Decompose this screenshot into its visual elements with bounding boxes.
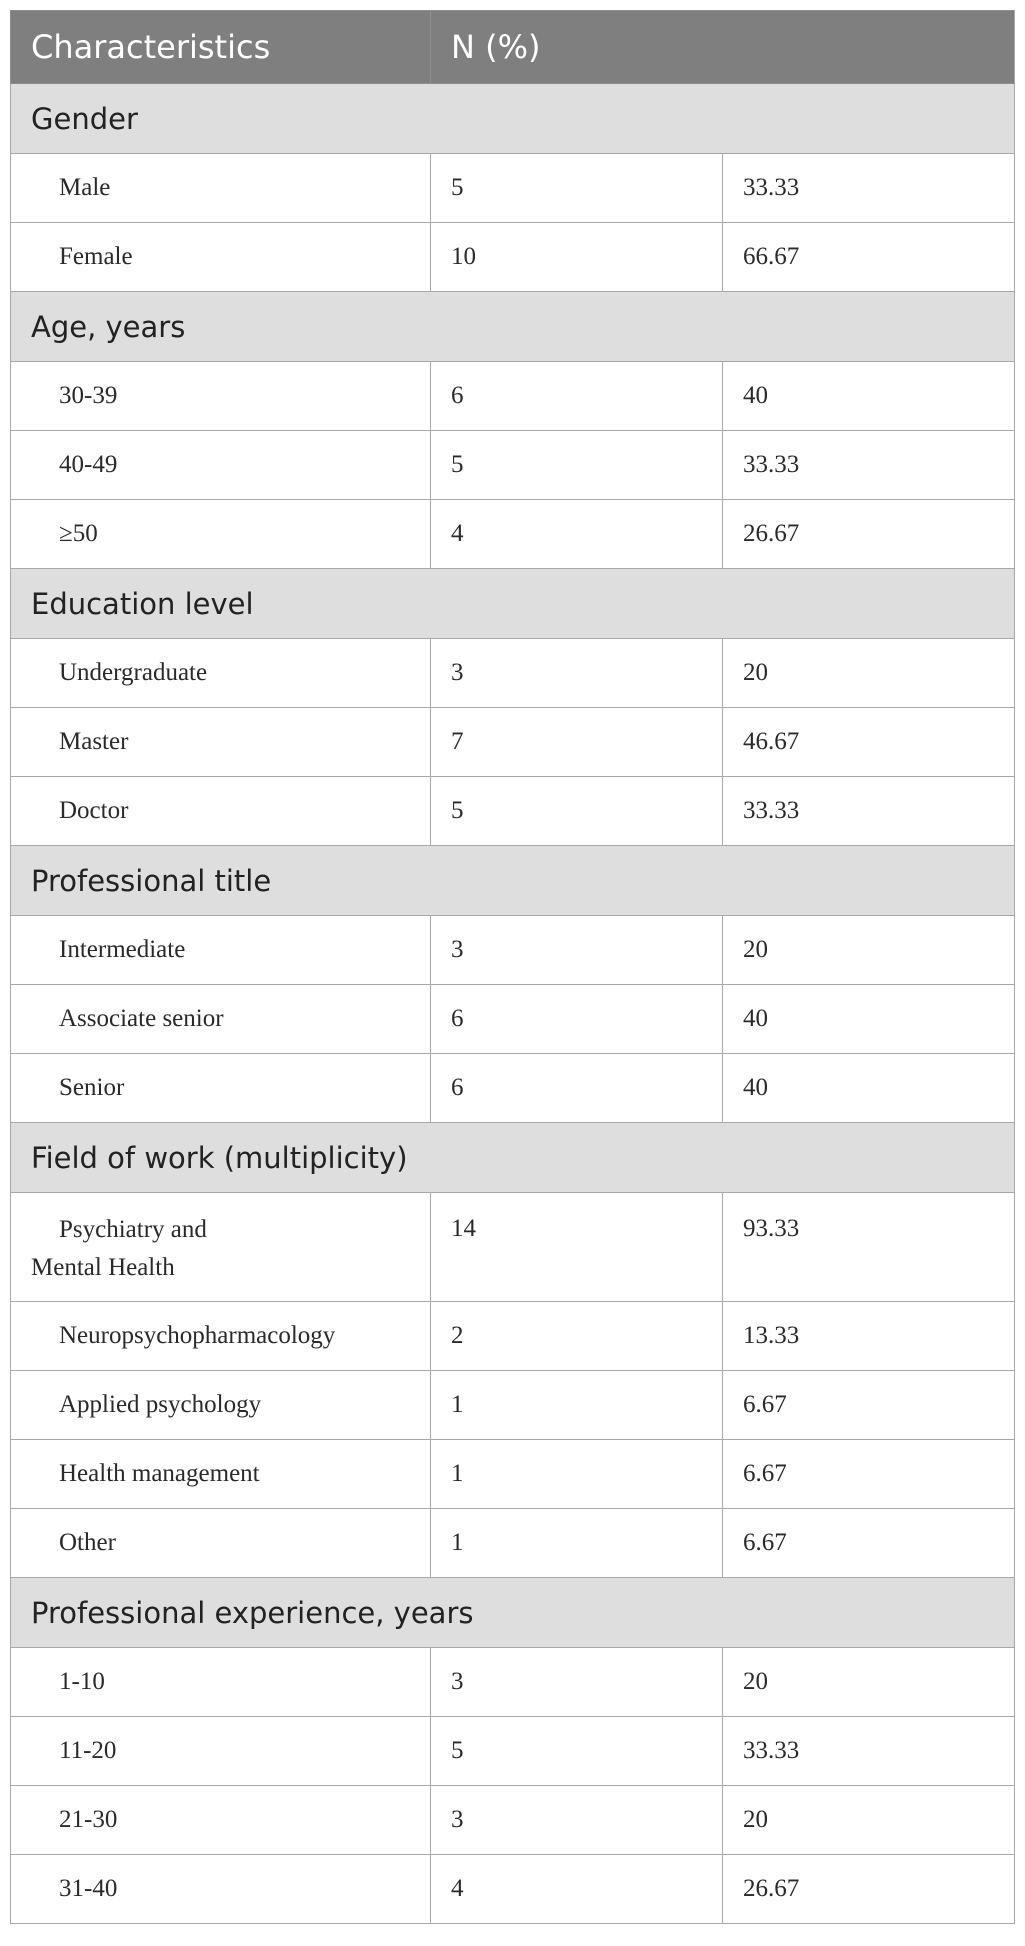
row-label: Intermediate: [11, 916, 431, 985]
row-label: 1-10: [11, 1648, 431, 1717]
table-row: [11, 1786, 1015, 1855]
row-n: 3: [431, 1648, 723, 1717]
row-label: Health management: [11, 1440, 431, 1509]
row-percent: 46.67: [723, 708, 1015, 777]
row-label: Master: [11, 708, 431, 777]
table-row: [11, 1193, 1015, 1302]
row-label: Other: [11, 1509, 431, 1578]
row-label: Undergraduate: [11, 639, 431, 708]
row-percent: 6.67: [723, 1509, 1015, 1578]
row-n: 4: [431, 500, 723, 569]
table-row: [11, 708, 1015, 777]
row-label: 40-49: [11, 431, 431, 500]
table-row: [11, 1302, 1015, 1371]
row-label: 21-30: [11, 1786, 431, 1855]
table-row: [11, 1648, 1015, 1717]
row-n: 3: [431, 1786, 723, 1855]
table-row: [11, 639, 1015, 708]
table-row: [11, 1509, 1015, 1578]
row-n: 5: [431, 1717, 723, 1786]
table-row: [11, 362, 1015, 431]
row-percent: 40: [723, 362, 1015, 431]
row-n: 5: [431, 431, 723, 500]
table-row: [11, 1371, 1015, 1440]
section-title: Professional title: [11, 846, 1015, 916]
row-percent: 6.67: [723, 1371, 1015, 1440]
section-row-age: [11, 292, 1015, 362]
header-n-percent: N (%): [431, 11, 1015, 84]
table-header-row: [11, 11, 1015, 84]
row-label: 31-40: [11, 1855, 431, 1924]
row-percent: 93.33: [723, 1193, 1015, 1302]
section-row-field-of-work: [11, 1123, 1015, 1193]
row-percent: 20: [723, 916, 1015, 985]
row-percent: 20: [723, 1648, 1015, 1717]
row-percent: 20: [723, 1786, 1015, 1855]
section-title: Gender: [11, 84, 1015, 154]
row-n: 4: [431, 1855, 723, 1924]
table-row: [11, 916, 1015, 985]
section-row-professional-title: [11, 846, 1015, 916]
table-row: [11, 1054, 1015, 1123]
row-percent: 33.33: [723, 1717, 1015, 1786]
table-row: [11, 1717, 1015, 1786]
section-row-education: [11, 569, 1015, 639]
row-n: 1: [431, 1509, 723, 1578]
row-n: 1: [431, 1371, 723, 1440]
characteristics-table: [10, 10, 1015, 1924]
row-n: 7: [431, 708, 723, 777]
table-row: [11, 154, 1015, 223]
row-label: Female: [11, 223, 431, 292]
section-row-gender: [11, 84, 1015, 154]
section-row-professional-experience: [11, 1578, 1015, 1648]
row-percent: 33.33: [723, 154, 1015, 223]
row-n: 3: [431, 916, 723, 985]
row-percent: 66.67: [723, 223, 1015, 292]
row-percent: 26.67: [723, 500, 1015, 569]
row-n: 5: [431, 777, 723, 846]
row-n: 6: [431, 985, 723, 1054]
row-label-line2: Mental Health: [31, 1254, 175, 1281]
row-n: 2: [431, 1302, 723, 1371]
row-percent: 33.33: [723, 777, 1015, 846]
row-label: 11-20: [11, 1717, 431, 1786]
section-title: Professional experience, years: [11, 1578, 1015, 1648]
row-label-line1: Psychiatry and: [59, 1216, 207, 1243]
row-n: 14: [431, 1193, 723, 1302]
row-n: 10: [431, 223, 723, 292]
table-row: [11, 777, 1015, 846]
table-row: [11, 223, 1015, 292]
row-n: 6: [431, 362, 723, 431]
section-title: Age, years: [11, 292, 1015, 362]
row-label: ≥50: [11, 500, 431, 569]
table-row: [11, 431, 1015, 500]
section-title: Field of work (multiplicity): [11, 1123, 1015, 1193]
row-label: Doctor: [11, 777, 431, 846]
section-title: Education level: [11, 569, 1015, 639]
row-label: Male: [11, 154, 431, 223]
row-n: 5: [431, 154, 723, 223]
row-label: Senior: [11, 1054, 431, 1123]
row-label: 30-39: [11, 362, 431, 431]
table-row: [11, 1440, 1015, 1509]
table-row: [11, 1855, 1015, 1924]
header-characteristics: Characteristics: [11, 11, 431, 84]
row-label: [11, 1193, 431, 1302]
row-percent: 40: [723, 985, 1015, 1054]
row-percent: 40: [723, 1054, 1015, 1123]
row-label: Applied psychology: [11, 1371, 431, 1440]
row-n: 3: [431, 639, 723, 708]
row-percent: 20: [723, 639, 1015, 708]
row-label: Associate senior: [11, 985, 431, 1054]
table-row: [11, 985, 1015, 1054]
row-percent: 6.67: [723, 1440, 1015, 1509]
row-percent: 33.33: [723, 431, 1015, 500]
row-percent: 13.33: [723, 1302, 1015, 1371]
table-row: [11, 500, 1015, 569]
row-n: 6: [431, 1054, 723, 1123]
row-label: Neuropsychopharmacology: [11, 1302, 431, 1371]
row-percent: 26.67: [723, 1855, 1015, 1924]
row-n: 1: [431, 1440, 723, 1509]
